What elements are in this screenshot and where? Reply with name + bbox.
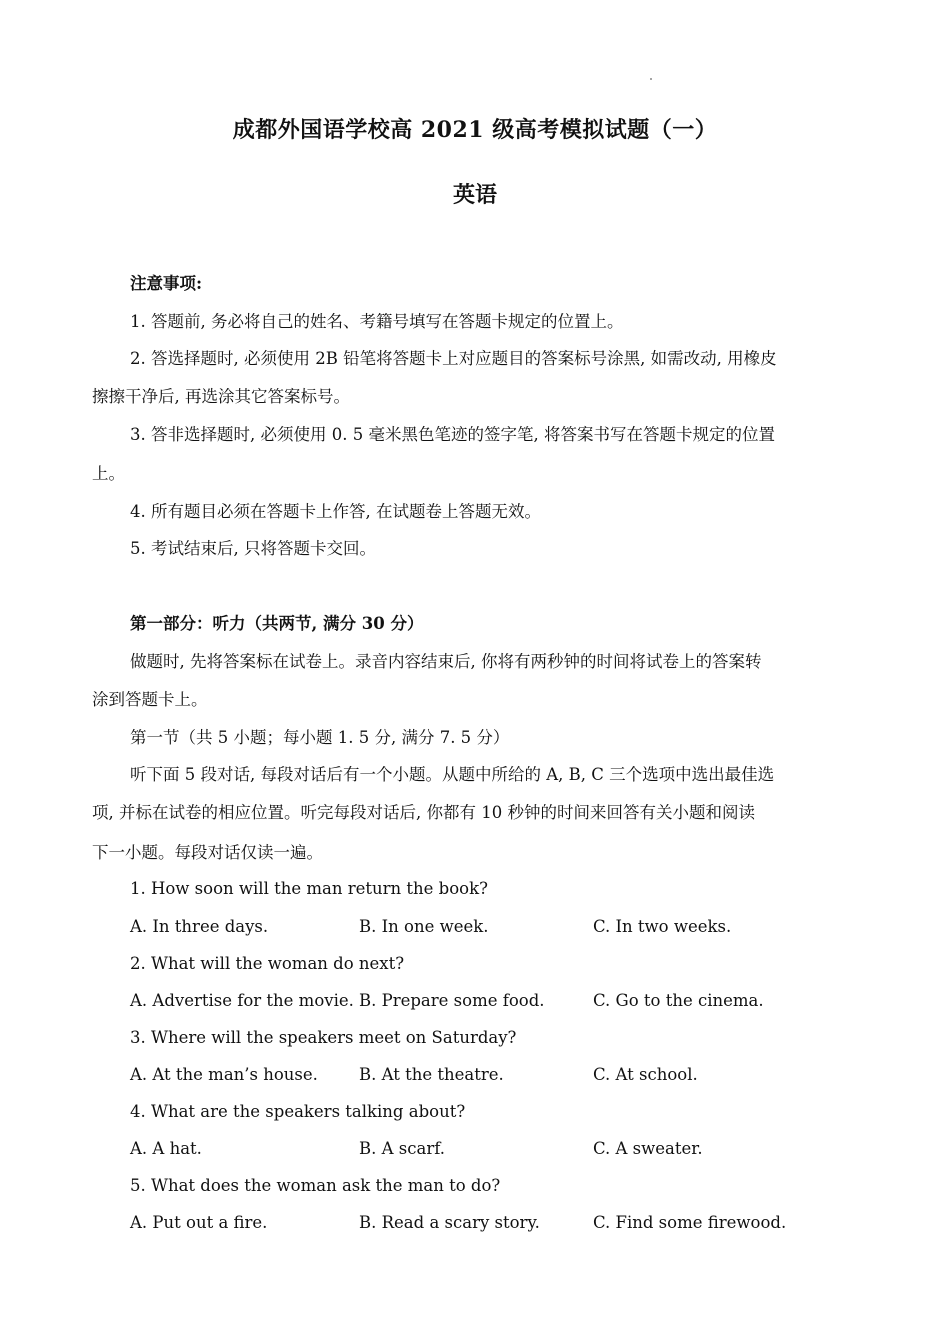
notice-heading: 注意事项: <box>130 274 203 293</box>
part1-intro: 做题时, 先将答案标在试卷上。录音内容结束后, 你将有两秒钟的时间将试卷上的答案转 <box>130 652 762 671</box>
option-a: A. In three days. <box>130 917 269 936</box>
option-c: C. Go to the cinema. <box>593 991 764 1010</box>
section1-instructions: 听下面 5 段对话, 每段对话后有一个小题。从题中所给的 A, B, C 三个选项中选出最佳选 <box>130 765 775 784</box>
notice-item: 1. 答题前, 务必将自己的姓名、考籍号填写在答题卡规定的位置上。 <box>130 312 624 331</box>
notice-item: 5. 考试结束后, 只将答题卡交回。 <box>130 539 376 558</box>
section1-instructions-cont: 项, 并标在试卷的相应位置。听完每段对话后, 你都有 10 秒钟的时间来回答有关小题和阅读 <box>92 803 755 822</box>
question-text: 3. Where will the speakers meet on Saturday? <box>130 1028 517 1047</box>
option-b: B. Read a scary story. <box>359 1213 540 1232</box>
notice-item-cont: 上。 <box>92 464 125 483</box>
question-text: 1. How soon will the man return the book? <box>130 879 488 898</box>
option-a: A. At the man’s house. <box>130 1065 318 1084</box>
notice-item: 3. 答非选择题时, 必须使用 0. 5 毫米黑色笔迹的签字笔, 将答案书写在答题卡规定的位置 <box>130 425 775 444</box>
exam-title: 成都外国语学校高 2021 级高考模拟试题（一） <box>232 117 718 143</box>
option-a: A. Put out a fire. <box>130 1213 268 1232</box>
question-text: 2. What will the woman do next? <box>130 954 405 973</box>
option-b: B. In one week. <box>359 917 489 936</box>
option-c: C. A sweater. <box>593 1139 703 1158</box>
exam-subject: 英语 <box>452 182 497 208</box>
option-a: A. A hat. <box>130 1139 202 1158</box>
notice-item-cont: 擦擦干净后, 再选涂其它答案标号。 <box>92 387 350 406</box>
question-text: 4. What are the speakers talking about? <box>130 1102 466 1121</box>
notice-item: 4. 所有题目必须在答题卡上作答, 在试题卷上答题无效。 <box>130 502 541 521</box>
option-c: C. In two weeks. <box>593 917 732 936</box>
notice-item: 2. 答选择题时, 必须使用 2B 铅笔将答题卡上对应题目的答案标号涂黑, 如需改动, 用橡皮 <box>130 349 777 368</box>
part1-heading: 第一部分：听力（共两节, 满分 30 分） <box>130 614 424 633</box>
option-b: B. At the theatre. <box>359 1065 504 1084</box>
speck-mark <box>650 78 652 80</box>
question-text: 5. What does the woman ask the man to do? <box>130 1176 501 1195</box>
option-c: C. At school. <box>593 1065 698 1084</box>
option-b: B. A scarf. <box>359 1139 445 1158</box>
option-a: A. Advertise for the movie. <box>130 991 354 1010</box>
option-c: C. Find some firewood. <box>593 1213 787 1232</box>
section1-instructions-cont: 下一小题。每段对话仅读一遍。 <box>92 843 323 862</box>
option-b: B. Prepare some food. <box>359 991 545 1010</box>
section1-heading: 第一节（共 5 小题；每小题 1. 5 分, 满分 7. 5 分） <box>130 728 510 747</box>
part1-intro-cont: 涂到答题卡上。 <box>92 690 208 709</box>
